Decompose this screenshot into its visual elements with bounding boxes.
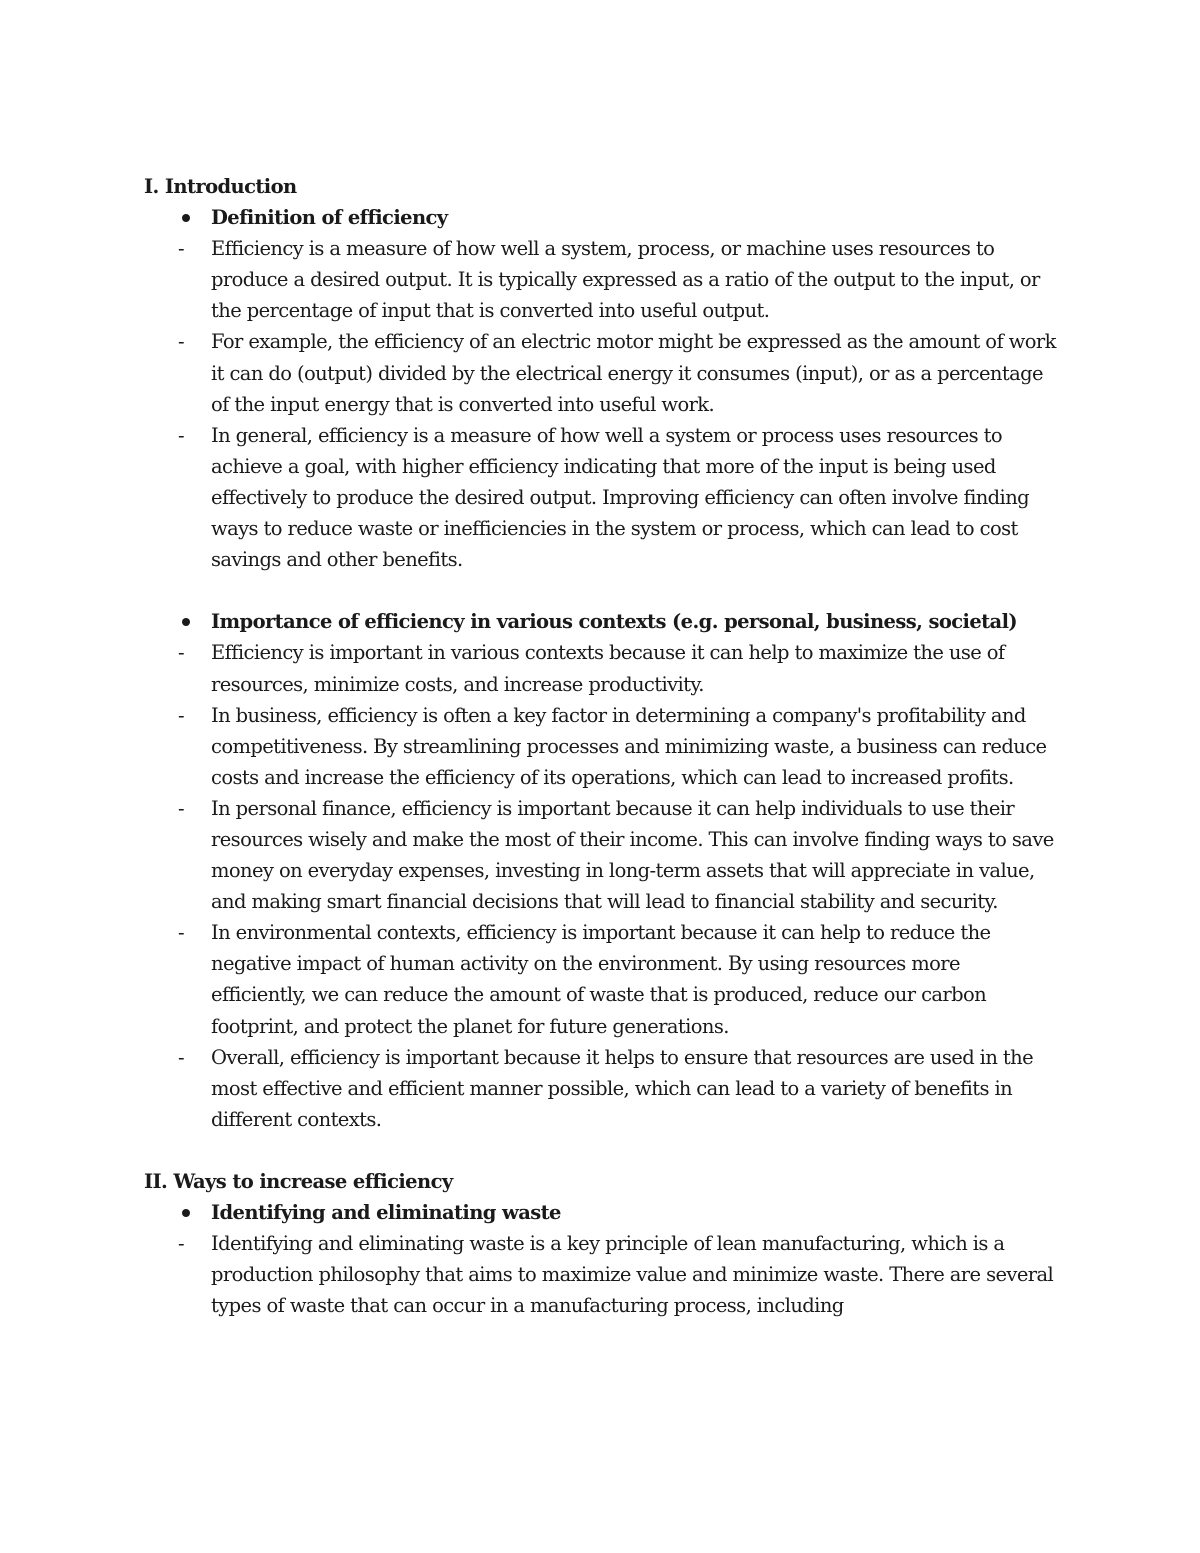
dash-icon: -	[178, 1045, 184, 1069]
section-ways-to-increase-efficiency	[144, 1166, 1060, 1321]
list-item-text: Efficiency is a measure of how well a system, process, or machine uses resources to produce a desired output. It is typically expressed as a ratio of the output to the input, or the percentage of input that is converted into useful output.	[211, 237, 1040, 323]
dash-icon: -	[178, 1232, 184, 1256]
list-item	[144, 326, 1060, 419]
bullet-icon	[182, 1209, 190, 1217]
list-item	[144, 1042, 1060, 1135]
list-item	[144, 637, 1060, 699]
dash-icon: -	[178, 703, 184, 727]
list-item	[144, 1228, 1060, 1321]
dash-icon: -	[178, 237, 184, 261]
list-item-text: For example, the efficiency of an electric motor might be expressed as the amount of work it can do (output) divided by the electrical energy it consumes (input), or as a percentage of the input energy that is converted into useful work.	[211, 330, 1056, 416]
dash-icon: -	[178, 796, 184, 820]
list-item-text: Efficiency is important in various contexts because it can help to maximize the use of resources, minimize costs, and increase productivity.	[211, 641, 1005, 696]
topic-title: Identifying and eliminating waste	[211, 1201, 561, 1225]
list-item-text: In environmental contexts, efficiency is important because it can help to reduce the negative impact of human activity on the environment. By using resources more efficiently, we can reduce the amount of waste that is produced, reduce our carbon footprint, and protect the planet for future generations.	[211, 921, 991, 1038]
dash-icon: -	[178, 330, 184, 354]
spacer	[144, 1135, 1060, 1166]
list-item-text: In general, efficiency is a measure of how well a system or process uses resources to achieve a goal, with higher efficiency indicating that more of the input is being used effectively to produce the desired output. Improving efficiency can often involve finding ways to reduce waste or inefficiencies in the system or process, which can lead to cost savings and other benefits.	[211, 423, 1030, 572]
spacer	[144, 575, 1060, 606]
dash-icon: -	[178, 423, 184, 447]
dash-icon: -	[178, 921, 184, 945]
document-body	[144, 171, 1060, 1321]
list-item	[144, 793, 1060, 917]
topic-heading	[144, 606, 1060, 637]
topic-heading	[144, 202, 1060, 233]
section-heading: II. Ways to increase efficiency	[144, 1170, 453, 1193]
dash-icon: -	[178, 641, 184, 665]
list-item	[144, 233, 1060, 326]
section-heading: I. Introduction	[144, 175, 297, 198]
list-item-text: Overall, efficiency is important because it helps to ensure that resources are used in the most effective and efficient manner possible, which can lead to a variety of benefits in different contexts.	[211, 1045, 1034, 1131]
list-item-text: In business, efficiency is often a key factor in determining a company's profitability and competitiveness. By streamlining processes and minimizing waste, a business can reduce costs and increase the efficiency of its operations, which can lead to increased profits.	[211, 703, 1047, 789]
section-introduction	[144, 171, 1060, 1135]
list-item	[144, 420, 1060, 575]
bullet-icon	[182, 618, 190, 626]
list-item	[144, 917, 1060, 1041]
topic-heading	[144, 1197, 1060, 1228]
list-item-text: In personal finance, efficiency is important because it can help individuals to use their resources wisely and make the most of their income. This can involve finding ways to save money on everyday expenses, investing in long-term assets that will appreciate in value, and making smart financial decisions that will lead to financial stability and security.	[211, 796, 1054, 914]
bullet-icon	[182, 214, 190, 222]
topic-title: Definition of efficiency	[211, 206, 448, 230]
list-item-text: Identifying and eliminating waste is a key principle of lean manufacturing, which is a production philosophy that aims to maximize value and minimize waste. There are several types of waste that can occur in a manufacturing process, including	[211, 1232, 1054, 1318]
topic-title: Importance of efficiency in various contexts (e.g. personal, business, societal)	[211, 610, 1018, 634]
list-item	[144, 700, 1060, 793]
